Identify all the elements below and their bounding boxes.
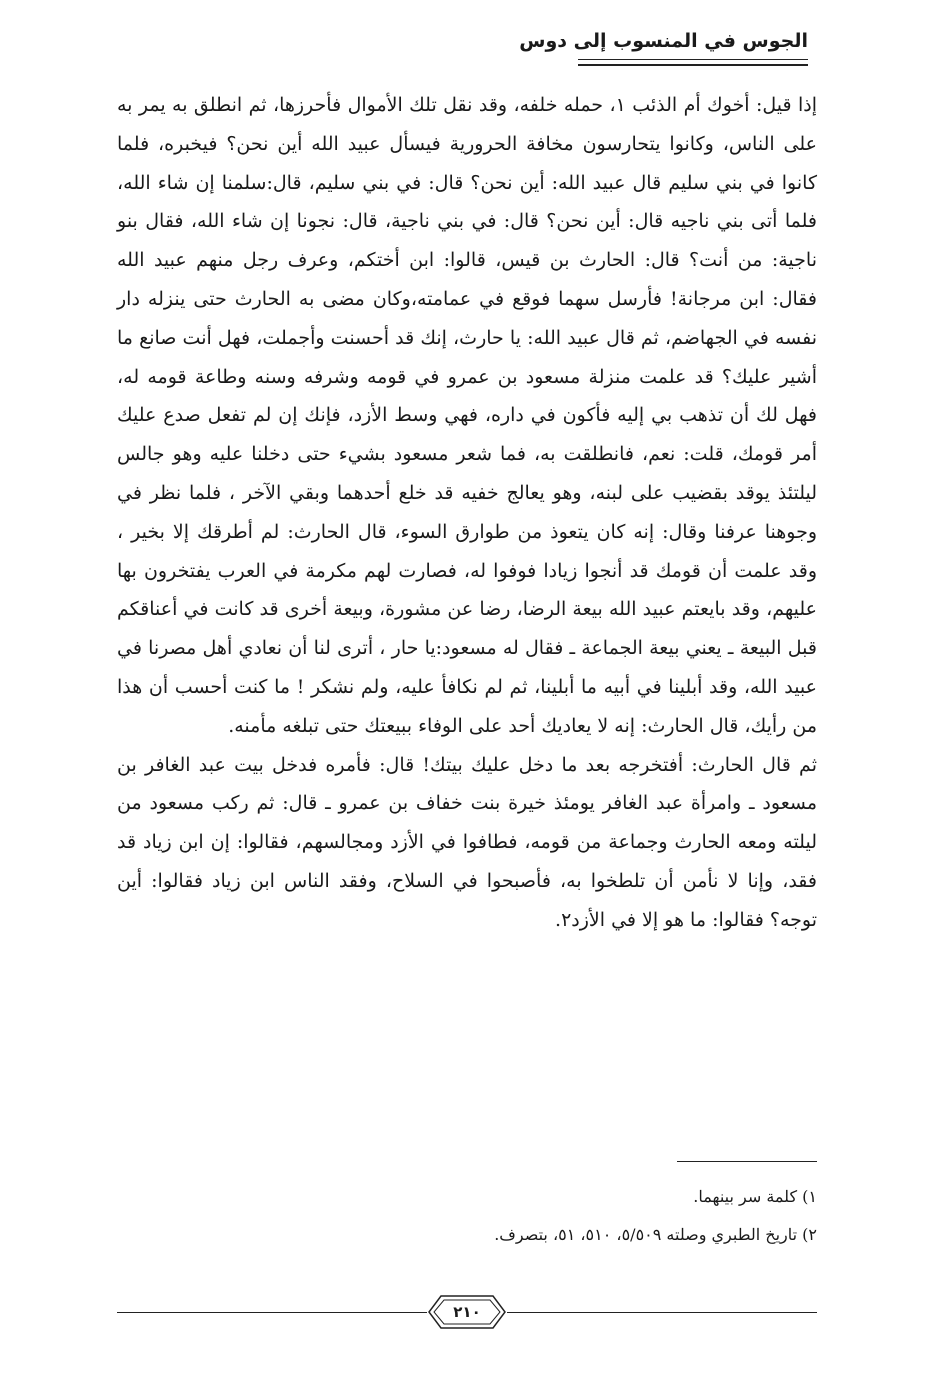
page-number-ornament bbox=[117, 1290, 817, 1336]
header-rule-thick bbox=[578, 64, 808, 66]
header-rule-thin bbox=[578, 59, 808, 60]
paragraph-2: ثم قال الحارث: أفتخرجه بعد ما دخل عليك بيتك! قال: فأمره فدخل بيت عبد الغافر بن مسعود ـ وامرأة عبد الغافر يومئذ خيرة بنت خفاف بن عمرو ـ قال: ثم ركب مسعود من ليلته ومعه الحارث وجماعة من قومه، فطافوا في الأزد ومجالسهم، فقالوا: إن ابن زياد قد فقد، وإنا لا نأمن أن تلطخوا به، فأصبحوا في السلاح، وفقد الناس ابن زياد فقالوا: أين توجه؟ فقالوا: ما هو إلا في الأزد٢. bbox=[117, 753, 817, 931]
paragraph-1: إذا قيل: أخوك أم الذئب ١، حمله خلفه، وقد نقل تلك الأموال فأحرزها، ثم انطلق به يمر به على الناس، وكانوا يتحارسون مخافة الحرورية فيسأل عبيد الله أين نحن؟ فيخبره، فلما كانوا في بني سليم قال عبيد الله: أين نحن؟ قال: في بني سليم، قال:سلمنا إن شاء الله، فلما أتى بني ناجيه قال: أين نحن؟ قال: في بني ناجية، قال: نجونا إن شاء الله، فقال بنو ناجية: من أنت؟ قال: الحارث بن قيس، قالوا: ابن أختكم، وعرف رجل منهم عبيد الله فقال: ابن مرجانة! فأرسل سهما فوقع في عمامته،وكان مضى به الحارث حتى ينزله دار نفسه في الجهاضم، ثم قال عبيد الله: يا حارث، إنك قد أحسنت وأجملت، فهل أنت صانع ما أشير عليك؟ قد علمت منزلة مسعود بن عمرو في قومه وشرفه وسنه وطاعة قومه له، فهل لك أن تذهب بي إليه فأكون في داره، فهي وسط الأزد، فإنك إن لم تفعل صدع عليك أمر قومك، قلت: نعم، فانطلقت به، فما شعر مسعود بشيء حتى دخلنا عليه وهو جالس ليلتئذ يوقد بقضيب على لبنه، وهو يعالج خفيه قد خلع أحدهما وبقي الآخر ، فلما نظر في وجوهنا عرفنا وقال: إنه كان يتعوذ من طوارق السوء، قال الحارث: لم أطرقك إلا بخير ، وقد علمت أن قومك قد أنجوا زيادا فوفوا له، فصارت لهم مكرمة في العرب يفتخرون بها عليهم، وقد بايعتم عبيد الله بيعة الرضا، رضا عن مشورة، وبيعة أخرى قد كانت في أعناقكم قبل البيعة ـ يعني بيعة الجماعة ـ فقال له مسعود:يا حار ، أترى لنا أن نعادي أهل مصرنا في عبيد الله، وقد أبلينا في أبيه ما أبلينا، ثم لم نكافأ عليه، ولم نشكر ! ما كنت أحسب أن هذا من رأيك، قال الحارث: إنه لا يعاديك أحد على الوفاء ببيعتك حتى تبلغه مأمنه. bbox=[117, 94, 817, 737]
footnote-1: ١) كلمة سر بينهما. bbox=[693, 1187, 817, 1206]
page-number-line-right bbox=[507, 1312, 817, 1313]
page-number-line-left bbox=[117, 1312, 427, 1313]
footnote-2: ٢) تاريخ الطبري وصلته ٥/٥٠٩، ٥١٠، ٥١، بتصرف. bbox=[494, 1225, 817, 1244]
page-number-badge bbox=[427, 1292, 507, 1332]
main-text bbox=[117, 86, 817, 940]
running-header bbox=[519, 26, 808, 70]
footnotes bbox=[300, 1178, 817, 1254]
book-title: الجوس في المنسوب إلى دوس bbox=[519, 30, 808, 52]
footnote-separator bbox=[677, 1161, 817, 1162]
page-number: ٢١٠ bbox=[453, 1303, 481, 1321]
